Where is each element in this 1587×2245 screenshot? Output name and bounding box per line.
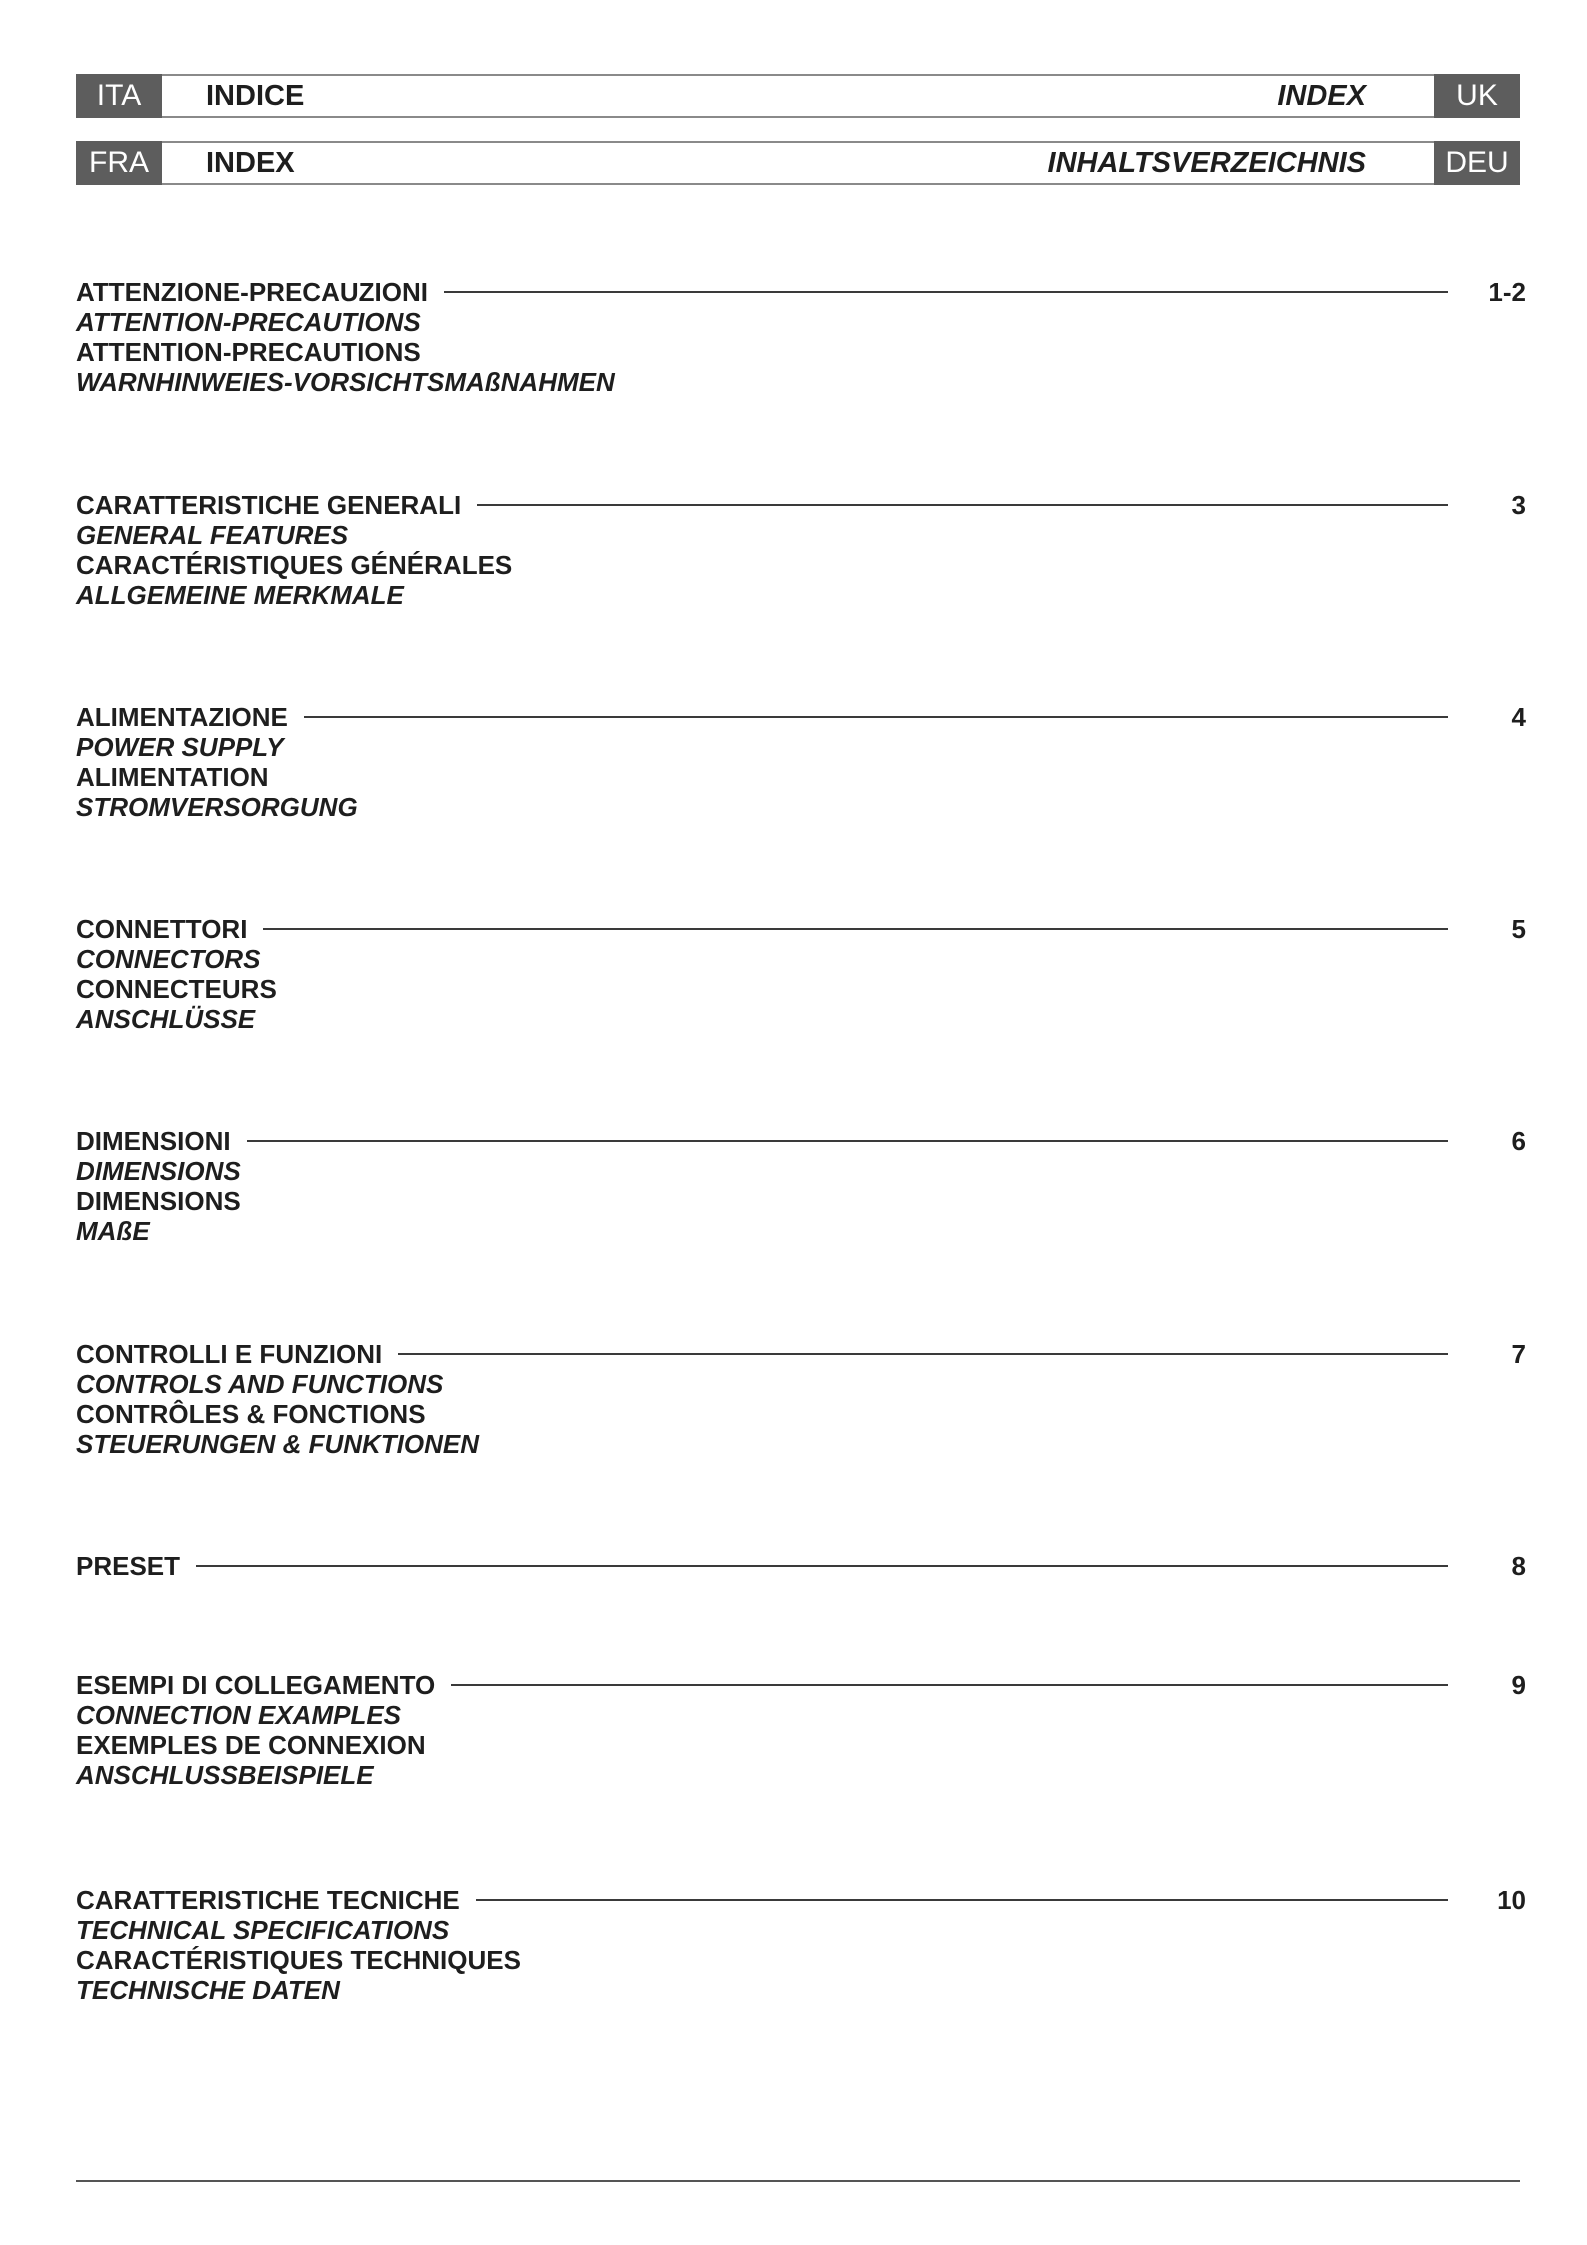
toc-title-fr: ATTENTION-PRECAUTIONS [76, 337, 421, 367]
toc-title-fr: CARACTÉRISTIQUES GÉNÉRALES [76, 550, 513, 580]
footer-divider [76, 2180, 1520, 2182]
toc-leader-line [304, 716, 1448, 718]
lang-badge-ita: ITA [76, 74, 162, 118]
toc-entry-controls-functions[interactable] [76, 1339, 1526, 1459]
lang-badge-uk: UK [1434, 74, 1520, 118]
toc-title-en: GENERAL FEATURES [76, 520, 349, 550]
toc-title-en: POWER SUPPLY [76, 732, 284, 762]
toc-page-number: 10 [1497, 1884, 1526, 1915]
toc-page-number: 1-2 [1488, 276, 1526, 307]
toc-entry-technical-specifications[interactable] [76, 1885, 1526, 2005]
toc-page-number: 6 [1511, 1125, 1526, 1156]
toc-page-number: 8 [1511, 1550, 1526, 1581]
toc-title-it: CARATTERISTICHE TECNICHE [76, 1885, 460, 1915]
toc-entry-dimensions[interactable] [76, 1126, 1526, 1246]
toc-title-en: CONTROLS AND FUNCTIONS [76, 1369, 444, 1399]
toc-title-de: TECHNISCHE DATEN [76, 1975, 340, 2005]
toc-title-it: PRESET [76, 1551, 181, 1581]
toc-leader-line [444, 291, 1448, 293]
toc-title-de: STEUERUNGEN & FUNKTIONEN [76, 1429, 480, 1459]
header-row-ita-uk [76, 74, 1520, 118]
toc-leader-line [477, 504, 1448, 506]
toc-title-de: STROMVERSORGUNG [76, 792, 358, 822]
toc-title-fr: CARACTÉRISTIQUES TECHNIQUES [76, 1945, 521, 1975]
toc-entry-connection-examples[interactable] [76, 1670, 1526, 1790]
toc-title-it: CONNETTORI [76, 914, 248, 944]
lang-badge-deu: DEU [1434, 141, 1520, 185]
toc-title-en: CONNECTION EXAMPLES [76, 1700, 402, 1730]
toc-leader-line [476, 1899, 1448, 1901]
toc-title-it: ESEMPI DI COLLEGAMENTO [76, 1670, 436, 1700]
toc-title-en: DIMENSIONS [76, 1156, 241, 1186]
toc-title-de: MAßE [76, 1216, 150, 1246]
toc-title-it: ATTENZIONE-PRECAUZIONI [76, 277, 428, 307]
header-title-inhaltsverzeichnis: INHALTSVERZEICHNIS [1047, 147, 1366, 179]
lang-badge-fra: FRA [76, 141, 162, 185]
toc-title-it: CARATTERISTICHE GENERALI [76, 490, 462, 520]
header-title-indice: INDICE [206, 80, 305, 112]
toc-title-fr: CONNECTEURS [76, 974, 277, 1004]
toc-title-fr: ALIMENTATION [76, 762, 269, 792]
toc-leader-line [196, 1565, 1448, 1567]
toc-page-number: 7 [1511, 1338, 1526, 1369]
toc-title-it: ALIMENTAZIONE [76, 702, 288, 732]
toc-title-en: TECHNICAL SPECIFICATIONS [76, 1915, 450, 1945]
toc-leader-line [451, 1684, 1448, 1686]
toc-page-number: 3 [1511, 489, 1526, 520]
toc-entry-preset[interactable] [76, 1551, 1526, 1581]
toc-title-fr: EXEMPLES DE CONNEXION [76, 1730, 426, 1760]
toc-title-en: ATTENTION-PRECAUTIONS [76, 307, 421, 337]
header-row-fra-deu [76, 141, 1520, 185]
toc-leader-line [247, 1140, 1448, 1142]
toc-entry-precautions[interactable] [76, 277, 1526, 397]
toc-title-it: CONTROLLI E FUNZIONI [76, 1339, 383, 1369]
toc-entry-power-supply[interactable] [76, 702, 1526, 822]
toc-entry-connectors[interactable] [76, 914, 1526, 1034]
toc-page-number: 9 [1511, 1669, 1526, 1700]
toc-title-fr: CONTRÔLES & FONCTIONS [76, 1399, 426, 1429]
toc-leader-line [398, 1353, 1448, 1355]
header-title-index-fra: INDEX [206, 147, 295, 179]
toc-entry-general-features[interactable] [76, 490, 1526, 610]
toc-page-number: 4 [1511, 701, 1526, 732]
toc-title-en: CONNECTORS [76, 944, 261, 974]
toc-leader-line [263, 928, 1448, 930]
toc-title-fr: DIMENSIONS [76, 1186, 241, 1216]
header-title-index-uk: INDEX [1277, 80, 1366, 112]
toc-page-number: 5 [1511, 913, 1526, 944]
toc-title-de: ANSCHLUSSBEISPIELE [76, 1760, 374, 1790]
toc-title-de: ANSCHLÜSSE [76, 1004, 256, 1034]
toc-title-de: WARNHINWEIES-VORSICHTSMAßNAHMEN [76, 367, 615, 397]
toc-title-de: ALLGEMEINE MERKMALE [76, 580, 404, 610]
toc-title-it: DIMENSIONI [76, 1126, 231, 1156]
